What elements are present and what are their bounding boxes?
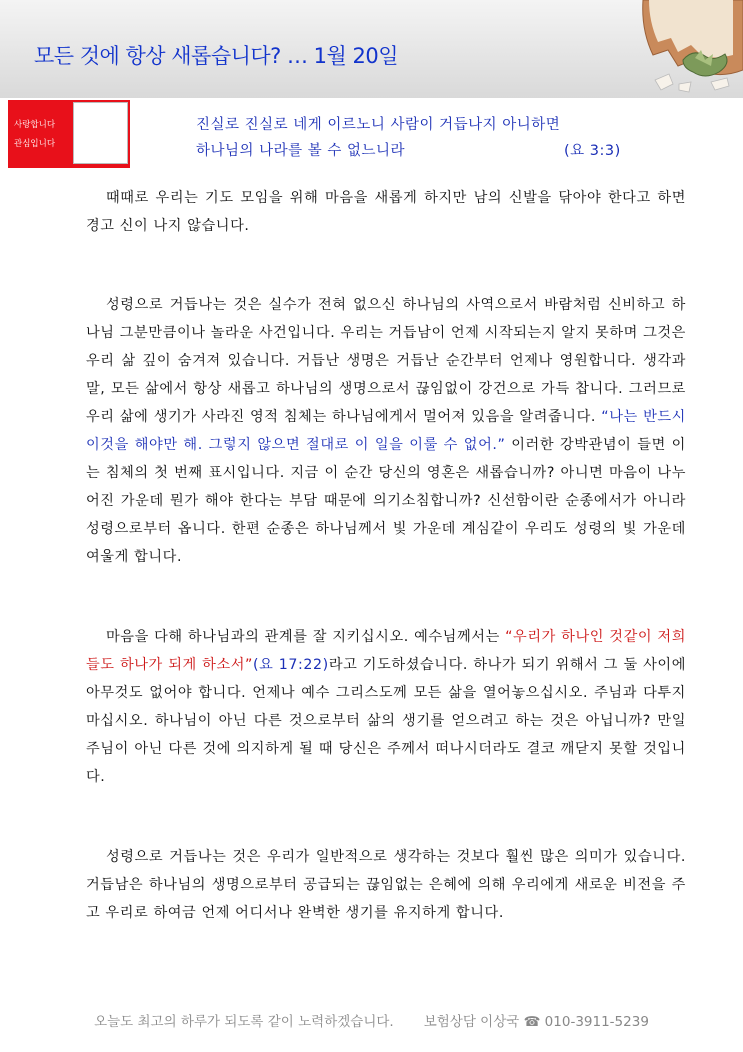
side-labels (14, 116, 55, 154)
paragraph-3 (86, 623, 686, 791)
footer (0, 1010, 743, 1030)
quote-red: “우리가 하나인 것같이 저희들도 하나가 되게 하소서” (86, 629, 686, 673)
paragraph-2-text-b: 이러한 강박관념이 들면 이는 침체의 첫 번째 표시입니다. 지금 이 순간 당신의 영혼은 새롭습니까? 아니면 마음이 나누어진 가운데 뭔가 해야 한다는 부담 때문에 의기소침합니까? 신선함이란 순종에서가 아니라 성령으로부터 옵니다. 한편 순종은 하나님께서 빛 가운데 계심같이 우리도 성령의 빛 가운데 여울게 합니다. (86, 437, 686, 565)
paragraph-3-text-b: 라고 기도하셨습니다. 하나가 되기 위해서 그 둘 사이에 아무것도 없어야 합니다. 언제나 예수 그리스도께 모든 삶을 열어놓으십시오. 주님과 다투지 마십시오. 하나님이 아닌 다른 것으로부터 삶의 생기를 얻으려고 하는 것은 아닙니까? 만일 주님이 아닌 다른 것에 의지하게 될 때 당신은 주께서 떠나시더라도 결코 깨닫지 못할 것입니다. (86, 657, 687, 785)
side-label-love: 사랑합니다 (14, 120, 56, 130)
paragraph-2-text-a: 성령으로 거듭나는 것은 실수가 전혀 없으신 하나님의 사역으로서 바람처럼 신비하고 하나님 그분만큼이나 놀라운 사건입니다. 우리는 거듭남이 언제 시작되는지 알지 못하며 그것은 우리 삶 깊이 숨겨져 있습니다. 거듭난 생명은 거듭난 순간부터 언제나 영원합니다. 생각과 말, 모든 삶에서 항상 새롭고 하나님의 생명으로서 끊임없이 강건으로 가득 찹니다. 그러므로 우리 삶에 생기가 사라진 영적 침체는 하나님에게서 멀어져 있음을 알려줍니다. (86, 297, 686, 425)
footer-contact: 보험상담 이상국 ☎ 010-3911-5239 (423, 1014, 649, 1030)
paragraph-4: 성령으로 거듭나는 것은 우리가 일반적으로 생각하는 것보다 훨씬 많은 의미가 있습니다. 거듭남은 하나님의 생명으로부터 공급되는 끊임없는 은혜에 의해 우리에게 새로운 비전을 주고 우리로 하여금 언제 어디서나 완벽한 생기를 유지하게 합니다. (86, 849, 686, 921)
footer-message: 오늘도 최고의 하루가 되도록 같이 노력하겠습니다. (94, 1014, 394, 1030)
page-title: 모든 것에 항상 새롭습니다? … 1월 20일 (34, 44, 398, 68)
paragraph-2 (86, 291, 686, 571)
paragraph-3-text-a: 마음을 다해 하나님과의 관계를 잘 지키십시오. 예수님께서는 (106, 629, 500, 645)
verse-text (196, 112, 696, 164)
verse-line-2 (196, 138, 696, 164)
quote-blue: “나는 반드시 이것을 해야만 해. 그렇지 않으면 절대로 이 일을 이룰 수 없어.” (86, 409, 686, 453)
header-banner (0, 0, 743, 98)
verse-line-1: 진실로 진실로 네게 이르노니 사람이 거듭나지 아니하면 (196, 117, 561, 133)
devotional-body (86, 184, 686, 927)
paragraph-1: 때때로 우리는 기도 모임을 위해 마음을 새롭게 하지만 남의 신발을 닦아야 한다고 하면 경고 신이 나지 않습니다. (86, 190, 686, 234)
photo-box (73, 102, 128, 164)
side-label-care: 관심입니다 (14, 139, 56, 149)
verse-line-2-text: 하나님의 나라를 볼 수 없느니라 (196, 143, 406, 159)
cracked-egg-image (583, 0, 743, 98)
bible-reference: (요 17:22) (253, 657, 329, 673)
verse-reference: (요 3:3) (564, 143, 621, 159)
